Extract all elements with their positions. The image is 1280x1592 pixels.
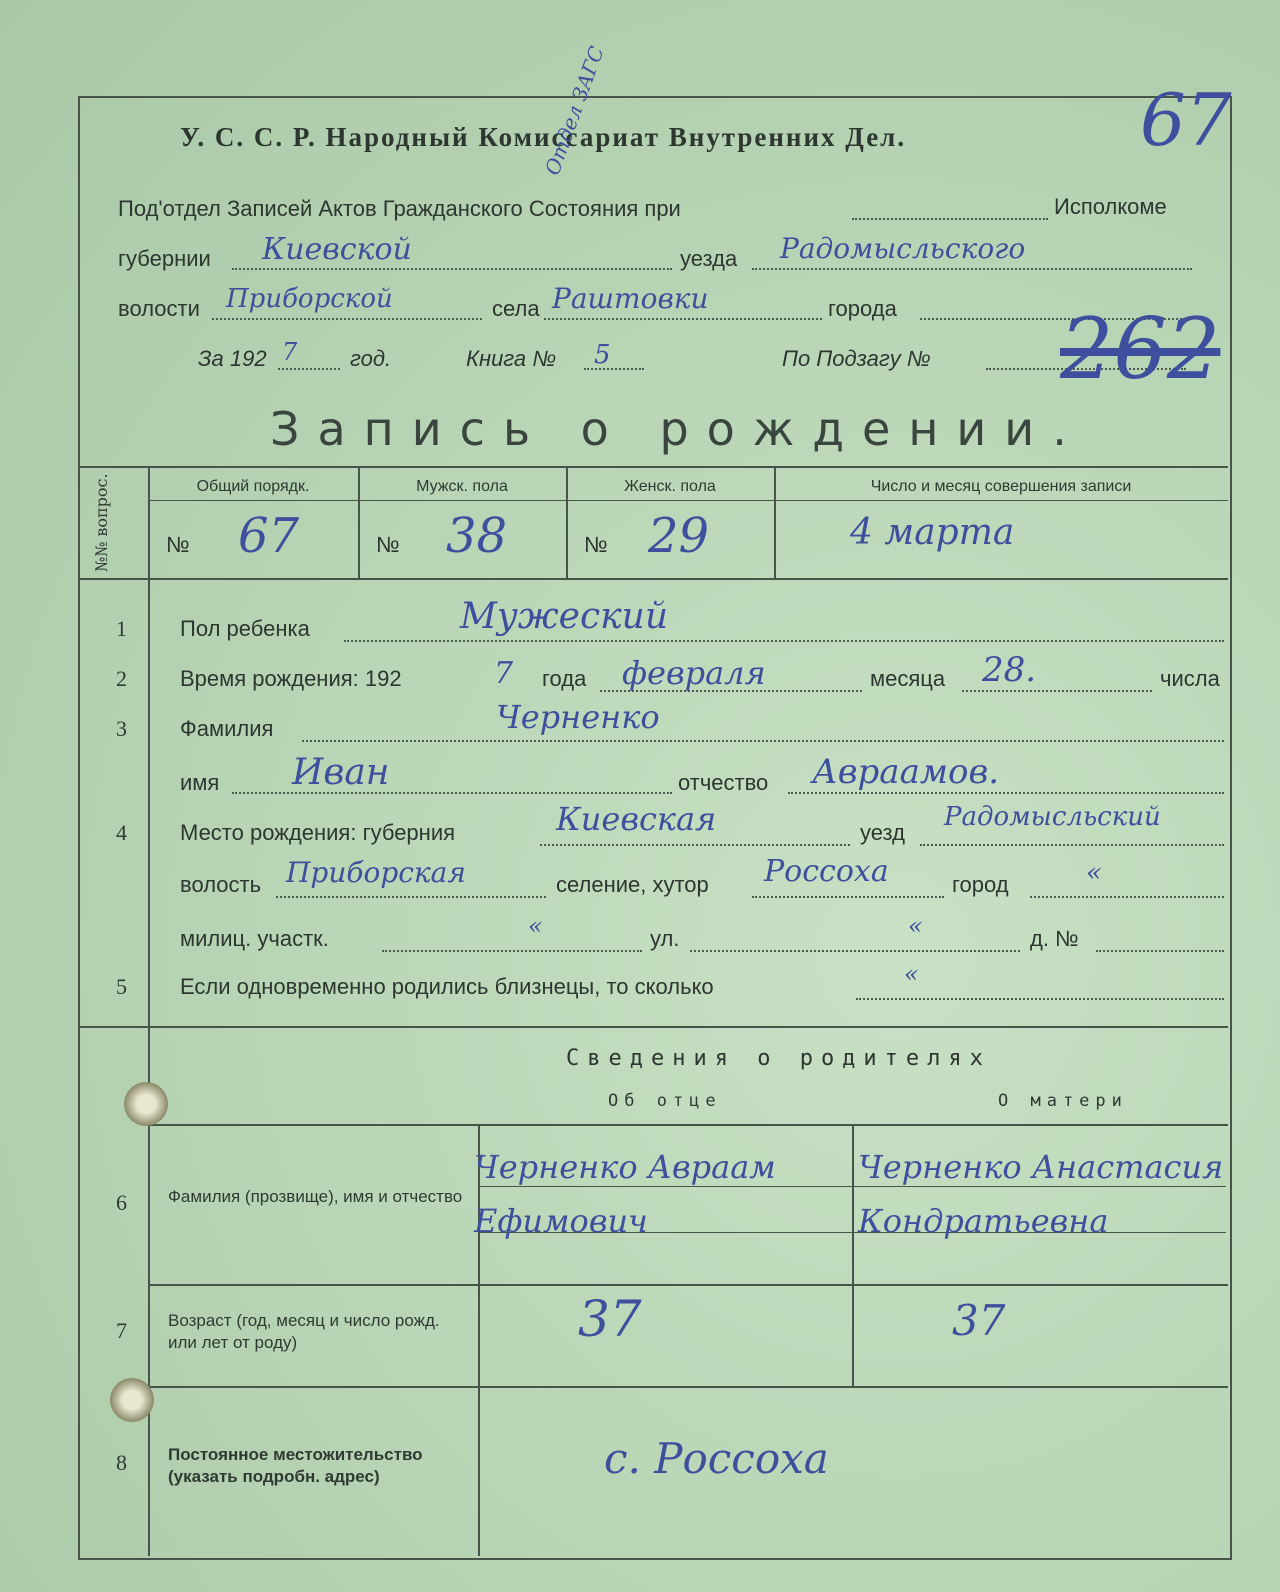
mother-header: О матери bbox=[998, 1091, 1128, 1111]
mesto-uezd-dots bbox=[920, 844, 1224, 846]
row-number-1: 1 bbox=[116, 616, 127, 641]
god-label: год. bbox=[350, 346, 392, 371]
divider-row7 bbox=[148, 1284, 1228, 1286]
selo-value: Раштовки bbox=[552, 282, 709, 315]
fio-label: Фамилия (прозвище), имя и отчество bbox=[168, 1187, 463, 1206]
selo-dots bbox=[544, 318, 822, 320]
selo-label: села bbox=[492, 296, 540, 321]
divider-parents-top bbox=[78, 1026, 1228, 1028]
month-value: февраля bbox=[622, 654, 766, 692]
muzh-value: 38 bbox=[446, 508, 508, 564]
za-label: За 192 bbox=[198, 346, 267, 371]
familiya-dots bbox=[302, 740, 1224, 742]
mother-fio: Черненко Анастасия Кондратьевна bbox=[858, 1148, 1224, 1240]
chislo-value: 4 марта bbox=[850, 512, 1015, 553]
ul-label: ул. bbox=[650, 926, 680, 951]
vremya-year-digit: 7 bbox=[494, 656, 514, 691]
pol-dots bbox=[344, 640, 1224, 642]
podzag-label: По Подзагу № bbox=[782, 346, 931, 371]
volost-value: Приборской bbox=[226, 284, 393, 314]
imya-label: имя bbox=[180, 770, 220, 795]
za-year-digit: 7 bbox=[282, 338, 298, 366]
page-number: 67 bbox=[1140, 78, 1232, 162]
obshchiy-label: Общий порядк. bbox=[196, 478, 310, 495]
otch-label: отчество bbox=[678, 770, 769, 795]
gubernia-label: губернии bbox=[118, 246, 211, 271]
ul-value: « bbox=[908, 912, 923, 940]
subdept-dots bbox=[852, 218, 1048, 220]
pol-value: Мужеский bbox=[460, 596, 669, 637]
father-age: 37 bbox=[578, 1290, 642, 1348]
kniga-dots bbox=[584, 368, 644, 370]
ispolkom-label: Исполкоме bbox=[1054, 194, 1167, 219]
dom-dots bbox=[1096, 950, 1224, 952]
otch-dots bbox=[788, 792, 1224, 794]
mestozhit-label: Постоянное местожительство (указать подробн. адрес) bbox=[168, 1445, 423, 1486]
no-sign-3: № bbox=[584, 532, 608, 557]
ministry-title: У. С. С. Р. Народный Комиссариат Внутренних Дел. bbox=[180, 122, 907, 152]
binder-hole bbox=[124, 1082, 168, 1126]
za-dots bbox=[278, 368, 340, 370]
row-number-4: 4 bbox=[116, 820, 127, 845]
mesto-label: Место рождения: губерния bbox=[180, 820, 456, 845]
uezd-value: Радомысльского bbox=[780, 232, 1026, 265]
imya-value: Иван bbox=[292, 752, 390, 793]
row-number-2: 2 bbox=[116, 666, 127, 691]
mesto-gorod-dots bbox=[1030, 896, 1224, 898]
selenie-value: Россоха bbox=[764, 854, 889, 889]
parents-title: Сведения о родителях bbox=[566, 1046, 991, 1071]
row-number-6: 6 bbox=[116, 1190, 127, 1215]
subdept-label: Под'отдел Записей Актов Гражданского Состояния при bbox=[118, 196, 681, 221]
divider-row8 bbox=[148, 1386, 1228, 1388]
muzh-label: Мужск. пола bbox=[416, 478, 508, 495]
mesto-volost-value: Приборская bbox=[286, 856, 466, 889]
day-dots bbox=[962, 690, 1152, 692]
mesyatsa-label: месяца bbox=[870, 666, 946, 691]
row-number-5: 5 bbox=[116, 974, 127, 999]
otch-value: Авраамов. bbox=[812, 752, 1000, 792]
divider-header-top bbox=[78, 466, 1228, 468]
uezd-dots bbox=[752, 268, 1192, 270]
divider-header-mid bbox=[148, 500, 1228, 501]
zhensk-value: 29 bbox=[648, 508, 710, 564]
form-title: Запись о рождении. bbox=[270, 402, 1085, 456]
margin-note: Отдел ЗАГС bbox=[540, 43, 609, 179]
vline-parents-mid bbox=[852, 1124, 854, 1386]
bliznetsy-dots bbox=[856, 998, 1224, 1000]
father-header: Об отце bbox=[608, 1091, 722, 1111]
pol-label: Пол ребенка bbox=[180, 616, 310, 641]
mesto-gorod-label: город bbox=[952, 872, 1009, 897]
chisla-label: числа bbox=[1160, 666, 1220, 691]
familiya-label: Фамилия bbox=[180, 716, 274, 741]
mesto-uezd-value: Радомысльский bbox=[944, 802, 1161, 832]
day-value: 28. bbox=[982, 650, 1037, 690]
familiya-value: Черненко bbox=[496, 698, 660, 736]
mestozhit-value: с. Россоха bbox=[604, 1434, 829, 1483]
ul-dots bbox=[690, 950, 1020, 952]
divider-parents-head bbox=[148, 1124, 1228, 1126]
dom-label: д. № bbox=[1030, 926, 1079, 951]
row-number-3: 3 bbox=[116, 716, 127, 741]
mesto-gorod-value: « bbox=[1086, 858, 1102, 888]
no-sign-2: № bbox=[376, 532, 400, 557]
row-number-7: 7 bbox=[116, 1318, 127, 1343]
chislo-label: Число и месяц совершения записи bbox=[870, 478, 1132, 495]
uezd-label: уезда bbox=[680, 246, 738, 271]
mother-age: 37 bbox=[952, 1296, 1006, 1345]
row-number-8: 8 bbox=[116, 1450, 127, 1475]
podzag-value: 262 bbox=[1060, 300, 1221, 398]
selenie-dots bbox=[752, 896, 944, 898]
selenie-label: селение, хутор bbox=[556, 872, 709, 897]
mesto-volost-label: волость bbox=[180, 872, 262, 897]
mesto-uezd-label: уезд bbox=[860, 820, 905, 845]
kniga-value: 5 bbox=[594, 340, 611, 370]
kniga-label: Книга № bbox=[466, 346, 557, 371]
milits-value: « bbox=[528, 912, 543, 940]
volost-dots bbox=[212, 318, 482, 320]
vopros-label: №№ вопрос. bbox=[92, 473, 111, 572]
gubernia-dots bbox=[232, 268, 672, 270]
milits-dots bbox=[382, 950, 642, 952]
vremya-label: Время рождения: 192 bbox=[180, 666, 402, 691]
bliznetsy-label: Если одновременно родились близнецы, то сколько bbox=[180, 974, 714, 999]
mesto-gub-dots bbox=[540, 844, 850, 846]
zhensk-label: Женск. пола bbox=[624, 478, 716, 495]
no-sign-1: № bbox=[166, 532, 190, 557]
vozrast-label: Возраст (год, месяц и число рожд. или лет от роду) bbox=[168, 1311, 440, 1352]
milits-label: милиц. участк. bbox=[180, 926, 329, 951]
volost-label: волости bbox=[118, 296, 200, 321]
bliznetsy-value: « bbox=[904, 960, 919, 988]
father-fio: Черненко Авраам Ефимович bbox=[474, 1148, 776, 1240]
gorod-label: города bbox=[828, 296, 897, 321]
gubernia-value: Киевской bbox=[262, 232, 412, 267]
divider-header-bottom bbox=[78, 578, 1228, 580]
mesto-gub-value: Киевская bbox=[556, 800, 717, 838]
obshchiy-value: 67 bbox=[238, 508, 300, 564]
goda-label: года bbox=[542, 666, 587, 691]
binder-hole bbox=[110, 1378, 154, 1422]
mesto-volost-dots bbox=[276, 896, 546, 898]
